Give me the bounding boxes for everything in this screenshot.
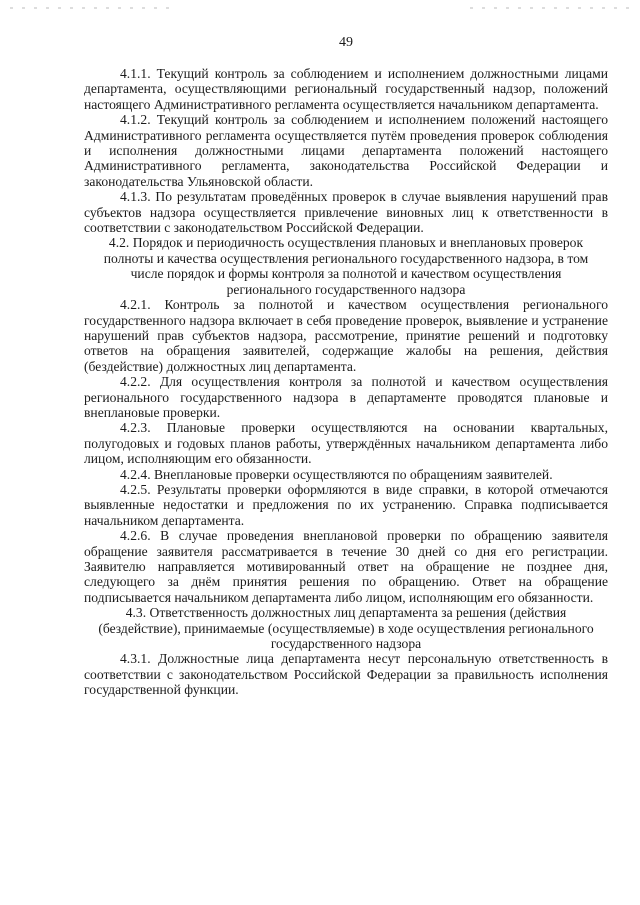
paragraph-4-2-3: 4.2.3. Плановые проверки осуществляются на основании квартальных, полугодовых и годовых планов работы, утверждённых начальником департамента либо лицом, исполняющим его обязанности.	[84, 420, 608, 467]
subsection-4-2-paragraphs	[84, 297, 608, 605]
paragraph-4-1-2: 4.1.2. Текущий контроль за соблюдением и исполнением положений настоящего Административного регламента осуществляется путём проведения проверок соблюдения и исполнения должностными лицами департамента положений настоящего Административного регламента, законодательства Российской Федерации и законодательства Ульяновской области.	[84, 112, 608, 189]
scan-edge-marks	[0, 6, 640, 10]
paragraph-4-2-2: 4.2.2. Для осуществления контроля за полнотой и качеством осуществления регионального государственного надзора в департаменте проводятся плановые и внеплановые проверки.	[84, 374, 608, 420]
paragraph-4-3-1: 4.3.1. Должностные лица департамента несут персональную ответственность в соответствии с законодательством Российской Федерации за правильность исполнения государственной функции.	[84, 651, 608, 698]
section-heading-4-2: 4.2. Порядок и периодичность осуществления плановых и внеплановых проверок полноты и качества осуществления регионального государственного надзора, в том числе порядок и формы контроля за полнотой и качеством осуществления регионального государственного надзора	[103, 235, 589, 297]
paragraph-4-2-4: 4.2.4. Внеплановые проверки осуществляются по обращениям заявителей.	[120, 466, 553, 482]
page-number: 49	[339, 35, 353, 50]
paragraph-4-1-1: 4.1.1. Текущий контроль за соблюдением и исполнением должностными лицами департамента, осуществляющими региональный государственный надзор, положений настоящего Административного регламента осуществляется начальником департамента.	[84, 66, 608, 112]
paragraph-4-2-6: 4.2.6. В случае проведения внеплановой проверки по обращению заявителя обращение заявителя рассматривается в течение 30 дней со дня его регистрации. Заявителю направляется мотивированный ответ на обращение не позднее дня, следующего за днём принятия решения по обращению. Ответ на обращение подписывается начальником департамента либо лицом, исполняющим его обязанности.	[84, 528, 608, 605]
subsection-4-1-paragraphs	[84, 66, 608, 235]
paragraph-4-2-5: 4.2.5. Результаты проверки оформляются в виде справки, в которой отмечаются выявленные недостатки и предложения по их устранению. Справка подписывается начальником департамента.	[84, 481, 608, 528]
section-heading-4-3: 4.3. Ответственность должностных лиц департамента за решения (действия (бездействие), принимаемые (осуществляемые) в ходе осуществления регионального государственного надзора	[98, 605, 594, 652]
paragraph-4-1-3: 4.1.3. По результатам проведённых проверок в случае выявления нарушений прав субъектов надзора осуществляется привлечение виновных лиц к ответственности в соответствии с законодательством Российской Федерации.	[84, 189, 608, 236]
subsection-4-3-paragraphs	[84, 651, 608, 697]
paragraph-4-2-1: 4.2.1. Контроль за полнотой и качеством осуществления регионального государственного надзора включает в себя проведение проверок, выявление и устранение нарушений прав субъектов надзора, рассмотрение, принятие решений и подготовку ответов на обращения заявителей, содержащие жалобы на решения, действия (бездействие) должностных лиц департамента.	[84, 297, 608, 374]
document-page	[84, 34, 608, 698]
